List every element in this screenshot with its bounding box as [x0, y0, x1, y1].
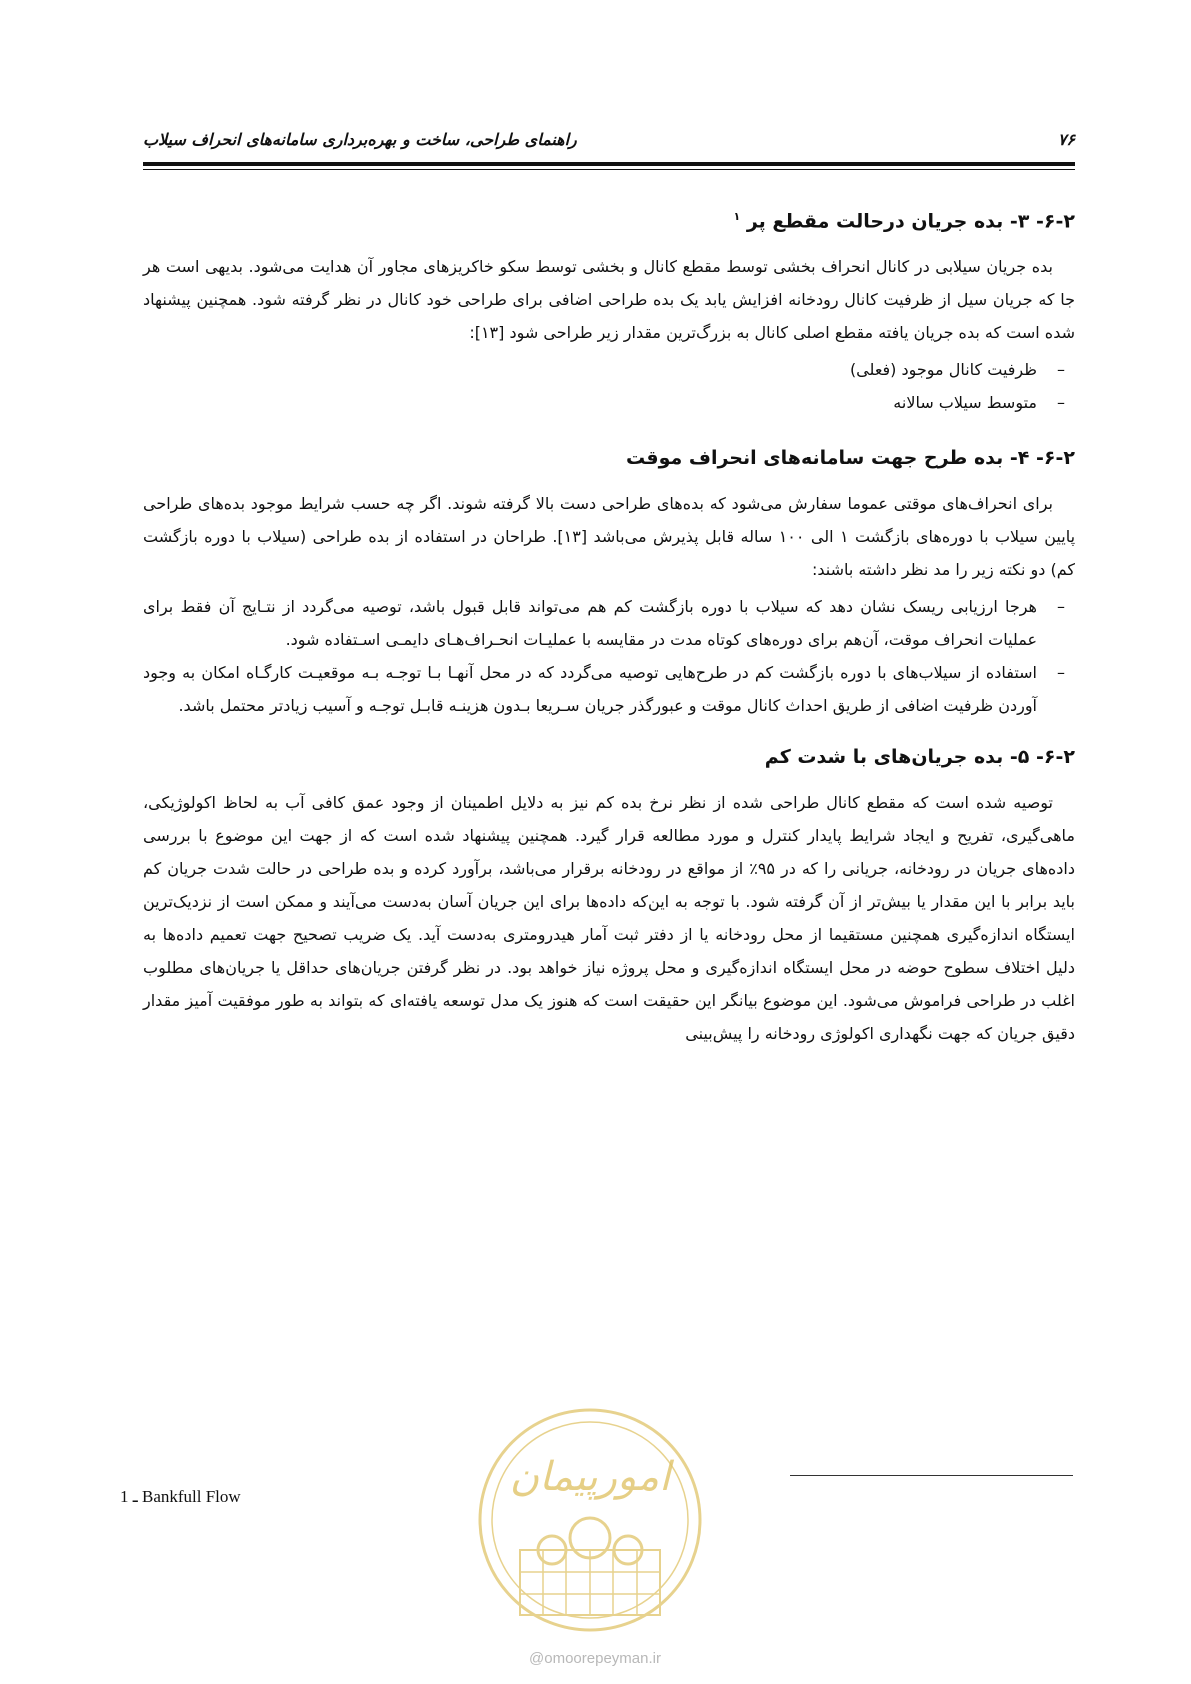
section-paragraph: بده جریان سیلابی در کانال انحراف بخشی توسط مقطع کانال و بخشی توسط سکو خاکریزهای مجاور آن هدایت می‌شود. بدیهی است هر جا که جریان سیل از ظرفیت کانال رودخانه افزایش یابد یک بده طراحی اضافی برای طراحی خود کانال در نظر گرفته شود. همچنین پیشنهاد شده است که بده جریان یافته مقطع اصلی کانال به بزرگ‌ترین مقدار زیر طراحی شود [۱۳]: [143, 257, 1075, 343]
page-content [143, 200, 1075, 1054]
section-paragraph: توصیه شده است که مقطع کانال طراحی شده از نظر نرخ بده کم نیز به دلایل اطمینان از وجود عمق کافی آب به لحاظ اکولوژیکی، ماهی‌گیری، تفریح و ایجاد شرایط پایدار کنترل و مورد مطالعه قرار گیرد. همچنین پیشنهاد شده است که از جهت این موضوع با بررسی داده‌های جریان در رودخانه، جریانی را که در ۹۵٪ از مواقع در رودخانه برقرار می‌باشد، برآورد کرده و بده طراحی در حالت شدت جریان کم باید برابر با این مقدار یا بیش‌تر از آن گرفته شود. با توجه به این‌که داده‌ها برای این جریان آسان به‌دست می‌آیند و ممکن است از نزدیک‌ترین ایستگاه اندازه‌گیری همچنین مستقیما از محل رودخانه یا از دفتر ثبت آمار هیدرومتری به‌دست آید. یک ضریب تصحیح جهت تعمیم داده‌ها به دلیل اختلاف سطوح حوضه در محل ایستگاه اندازه‌گیری و محل پروژه نیاز خواهد بود. در نظر گرفتن جریان‌های حداقل یا جریان‌های مطلوب اغلب در طراحی فراموش می‌شود. این موضوع بیانگر این حقیقت است که هنوز یک مدل توسعه یافته‌ای که بتواند به طور موفقیت آمیز مقدار دقیق جریان که جهت نگهداری اکولوژی رودخانه را پیش‌بینی [143, 793, 1076, 1044]
dash-list [143, 590, 1075, 722]
header-rule-thin [143, 169, 1075, 170]
footnote-mark: ۱ [733, 210, 741, 223]
section-heading-6-2-5: ۶-۲- ۵- بده جریان‌های با شدت کم [764, 746, 1075, 769]
section-heading-6-2-3 [143, 200, 1075, 238]
section-paragraph: برای انحراف‌های موقتی عموما سفارش می‌شود که بده‌های طراحی دست بالا گرفته شوند. اگر چه حسب شرایط موجود بده‌های طراحی پایین سیلاب با دوره‌های بازگشت ۱ الی ۱۰۰ ساله قابل پذیرش می‌باشد [۱۳]. طراحان در استفاده از بده طراحی (سیلاب با دوره بازگشت کم) دو نکته زیر را مد نظر داشته باشند: [143, 494, 1076, 580]
watermark-logo-text: امورپیمان [509, 1454, 671, 1500]
dash-list [143, 353, 1075, 419]
watermark-logo [460, 1400, 720, 1660]
watermark-url: @omoorepeyman.ir [529, 1650, 661, 1667]
section-heading-6-2-4: ۶-۲- ۴- بده طرح جهت سامانه‌های انحراف موقت [626, 447, 1075, 470]
footnote: 1 ـ Bankfull Flow [120, 1487, 241, 1506]
list-item: – ظرفیت کانال موجود (فعلی) [143, 353, 1037, 386]
running-title: راهنمای طراحی، ساخت و بهره‌برداری سامانه‌های انحراف سیلاب [143, 130, 577, 149]
footnote-rule [790, 1475, 1073, 1476]
page-number: ۷۶ [1057, 130, 1075, 149]
list-item: – استفاده از سیلاب‌های با دوره بازگشت کم در طرح‌هایی توصیه می‌گردد که در محل آنهـا بـا توجـه بـه موقعیـت کارگـاه امکان به وجود آوردن ظرفیت اضافی از طریق احداث کانال موقت و عبورگذر جریان سـریعا بـدون هزینـه قابـل توجـه و آسیب زیادتر محتمل باشد. [143, 656, 1037, 722]
section-heading-text: ۶-۲- ۳- بده جریان درحالت مقطع پر [746, 210, 1075, 233]
page-header [143, 130, 1075, 156]
list-item: – هرجا ارزیابی ریسک نشان دهد که سیلاب با دوره بازگشت کم هم می‌تواند قابل قبول باشد، توصیه می‌گردد از نتـایج آن فقط برای عملیات انحراف موقت، آن‌هم برای دوره‌های کوتاه مدت در مقایسه با عملیـات انحـراف‌هـای دایمـی اسـتفاده شود. [143, 590, 1037, 656]
list-item: – متوسط سیلاب سالانه [143, 386, 1037, 419]
header-rule-thick [143, 162, 1075, 166]
